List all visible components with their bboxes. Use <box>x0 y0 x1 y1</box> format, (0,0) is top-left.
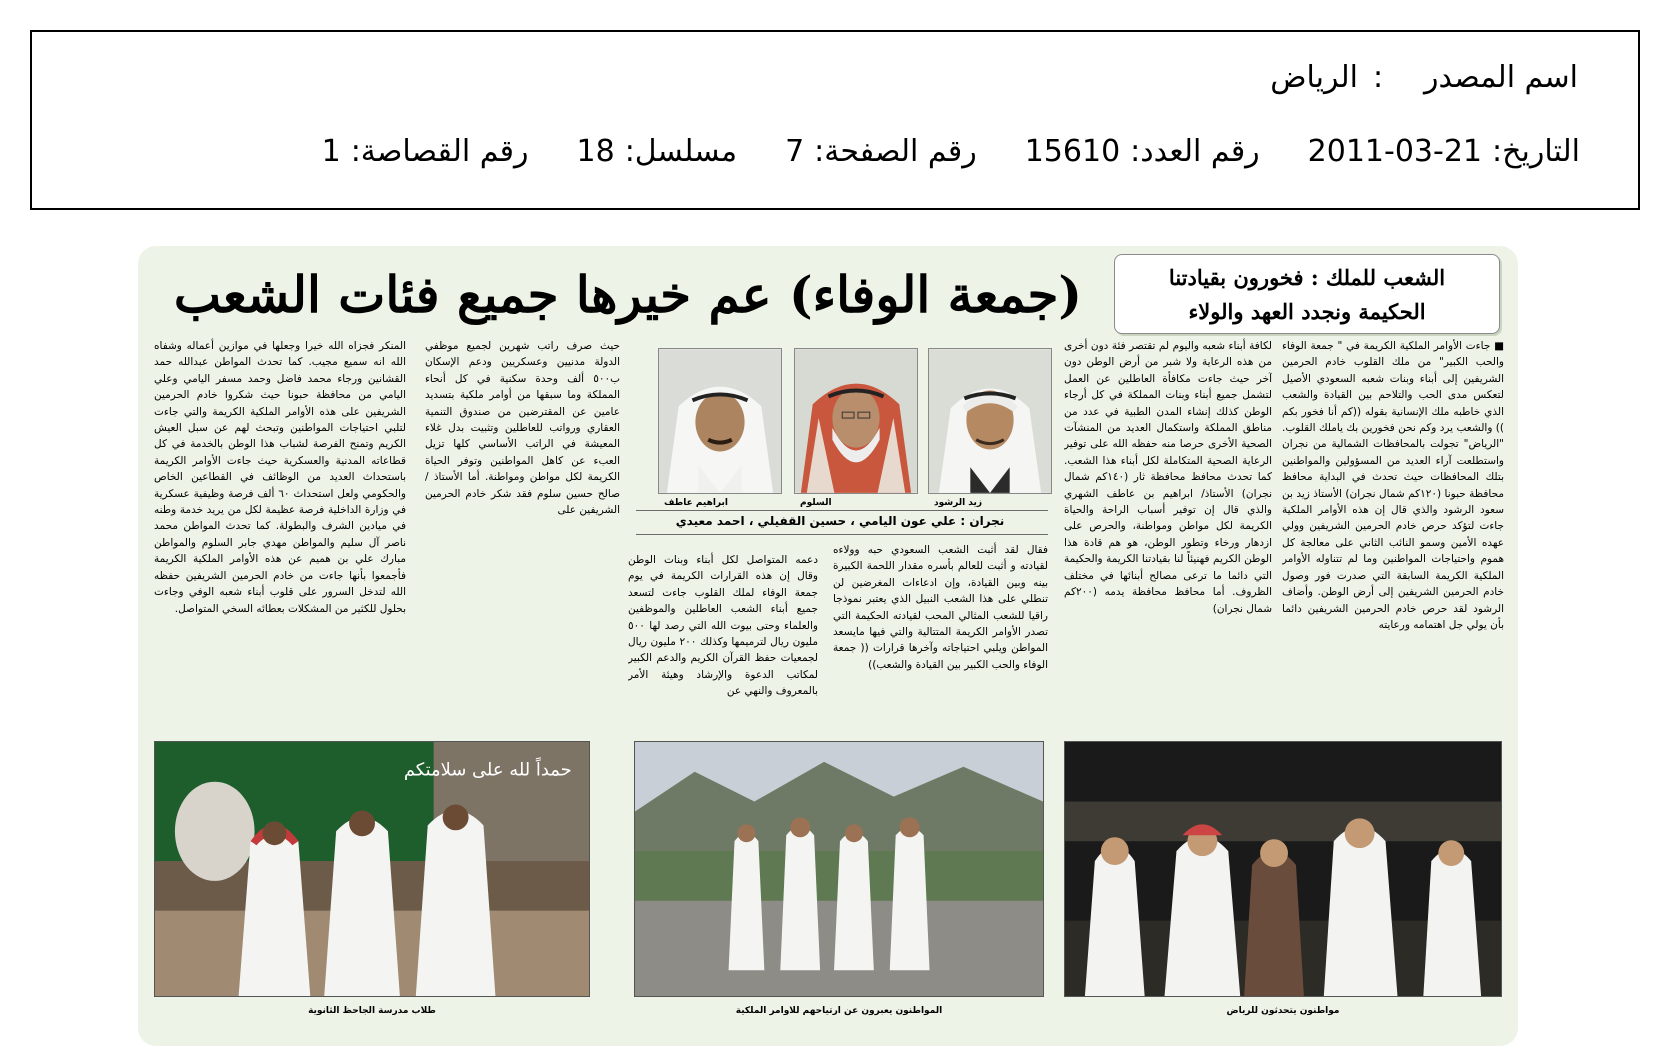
column-text: ■ جاءت الأوامر الملكية الكريمة في " جمعة الوفاء والحب الكبير" من ملك القلوب خادم الحرمين الشريفين إلى أبناء وبنات شعبه السعودي الأصيل لتعكس مدى الحب والتلاحم بين القيادة والشعب الذي خاطبه ملك الإنسانية بقوله ((كم أنا فخور بكم )) والشعب يرد وكم نحن فخورين بك ياملك القلوب. "الرياض" تجولت بالمحافظات الشمالية من نجران واستطلعت آراء العديد من المسؤولين والمواطنين بتلك المحافظات حيث تحدث في البداية محافظ محافظة حبونا (١٢٠كم شمال نجران) الأستاذ زيد بن سعود الرشود والذي قال إن هذه الأوامر الملكية جاءت لتؤكد حرص خادم الحرمين الشريفين وولي عهده الأمين وسمو النائب الثاني على معالجة كل هموم واحتياجات المواطنين وما لم تتناوله الأوامر الملكية الكريمة السابقة التي صدرت فور وصول خادم الحرمين الشريفين إلى أرض الوطن. وأضاف الرشود لقد حرص خادم الحرمين الشريفين دائما بأن يولي جل اهتمامه ورعايته <box>1282 340 1504 631</box>
date-value: 2011-03-21 <box>1307 134 1483 169</box>
column-text: دعمه المتواصل لكل أبناء وبنات الوطن وقال إن هذه القرارات الكريمة في يوم جمعة الوفاء لملك القلوب جاءت لتسعد جميع أبناء الشعب العاطلين والموظفين والعلماء وحتى بيوت الله التي رصد لها ٥٠٠ مليون ريال لترميمها وكذلك ٢٠٠ مليون ريال لجمعيات حفظ القرآن الكريم والدعم الكبير لمكاتب الدعوة والإرشاد وهيئة الأمر بالمعروف والنهي عن <box>628 554 818 698</box>
photo-school-students <box>154 741 590 997</box>
portrait-caption-3: ابراهيم عاطف <box>664 498 728 508</box>
issue-info-line <box>322 134 1580 169</box>
photo-citizens-talking <box>1064 741 1502 997</box>
headline: (جمعة الوفاء) عم خيرها جميع فئات الشعب <box>173 265 1083 324</box>
clip-number-value: 1 <box>321 134 341 169</box>
source-line <box>1270 60 1578 95</box>
byline: نجران : علي عون اليامي ، حسين القفيلي ، احمد معيدي <box>675 514 1005 528</box>
article-column-6 <box>154 338 406 716</box>
newspaper-clipping <box>138 246 1518 1046</box>
column-text: لكافة أبناء شعبه واليوم لم تقتصر فئة دون أخرى من هذه الرعاية ولا شبر من أرض الوطن دون آخر حيث جاءت مكافأة العاطلين عن العمل لتشمل جميع أبناء وبنات المملكة في كل أرجاء الوطن كذلك إنشاء المدن الطبية في عدد من مناطق المملكة واستكمال العديد من المنشآت الصحية الأخرى حرصا منه حفظه الله على توفير الرعاية الصحية المتكاملة لكل أبناء هذا الشعب. كما تحدث محافظ محافظة ثار (١٤٠كم شمال نجران) الأستاذ/ ابراهيم بن عاطف الشهري والذي قال إن توفير أسباب الراحة والحياة الكريمة لكل مواطن ومواطنة، والحرص على ازدهار ورخاء وتطور الوطن، هو هم قادة هذا الوطن الكريم فهنيئاً لنا بقيادتنا الكريمة والحكيمة التي دائما ما ترعى مصالح أبنائها في مختلف الظروف. أما محافظ محافظة يدمه (٢٠٠كم شمال نجران) <box>1064 340 1272 615</box>
portrait-caption-1: زيد الرشود <box>934 498 983 508</box>
portrait-caption-2: السلوم <box>800 498 832 508</box>
byline-rule-top <box>636 510 1048 511</box>
portrait-photo-3 <box>658 348 782 494</box>
photo-caption-3: طلاب مدرسة الجاحظ الثانوية <box>308 1006 436 1016</box>
date-field <box>1308 134 1580 169</box>
students-banner-image <box>155 742 589 996</box>
clip-number-label: رقم القصاصة: <box>350 134 529 169</box>
kicker-line-2: الحكيمة ونجدد العهد والولاء <box>1188 299 1426 324</box>
article-column-1 <box>1282 338 1504 716</box>
source-label: اسم المصدر <box>1423 60 1578 95</box>
portrait-man-image <box>659 349 781 493</box>
kicker-box <box>1114 254 1500 334</box>
clip-number-field <box>322 134 529 169</box>
portrait-photo-1 <box>928 348 1052 494</box>
park-group-image <box>635 742 1043 996</box>
night-gathering-image <box>1065 742 1501 996</box>
article-column-2 <box>1064 338 1272 678</box>
serial-label: مسلسل: <box>624 134 738 169</box>
banner-text: حمداً لله على سلامتكم <box>403 759 572 781</box>
column-text: المنكر فجزاه الله خيرا وجعلها في موازين أعماله وشفاه الله انه سميع مجيب. كما تحدث المواطن عبدالله حمد القشانين ورجاء محمد فاضل وحمد مسفر اليامي وعلي اليامي من محافظة حبونا حيث شكروا خادم الحرمين الشريفين على هذه الأوامر الملكية الكريمة والتي جاءت لتلبي احتياجات المواطنين وتبحث لهم عن سبل العيش الكريم وتمنح الفرصة لشباب هذا الوطن بالخدمة في كل قطاعاته المدنية والعسكرية حيث جاءت الأوامر الكريمة باستحداث العديد من الوظائف في القطاعين الخاص والحكومي ولعل استحداث ٦٠ ألف فرصة وظيفية عسكرية في وزارة الداخلية فرصة عظيمة لكل من يريد خدمة وطنه في ميادين الشرف والبطولة. كما تحدث المواطن محمد ناصر آل سليم والمواطن مهدي جابر السلوم والمواطن مبارك علي بن هميم عن هذه الأوامر الملكية الكريمة فأجمعوا بأنها جاءت من خادم الحرمين الشريفين حفظه الله لتدخل السرور على قلوب أبناء شعبه الوفي وجاءت بحلول للكثير من المشكلات بعطائه السخي المتواصل. <box>154 340 406 615</box>
page-number-value: 7 <box>785 134 805 169</box>
photo-citizens-park <box>634 741 1044 997</box>
portrait-elder-image <box>795 349 917 493</box>
issue-number-value: 15610 <box>1024 134 1121 169</box>
byline-rule-bottom <box>636 534 1048 535</box>
article-column-4 <box>628 552 818 708</box>
photo-caption-1: مواطنون يتحدثون للرياض <box>1226 1006 1340 1016</box>
photo-caption-2: المواطنون يعبرون عن ارتياحهم للاوامر الملكية <box>735 1006 943 1016</box>
portrait-photo-2 <box>794 348 918 494</box>
serial-value: 18 <box>576 134 615 169</box>
issue-number-label: رقم العدد: <box>1130 134 1260 169</box>
kicker-line-1: الشعب للملك : فخورون بقيادتنا <box>1168 265 1446 290</box>
source-value: الرياض <box>1270 60 1358 95</box>
portrait-man-image <box>929 349 1051 493</box>
page-number-field <box>785 134 977 169</box>
article-column-5 <box>425 338 620 708</box>
column-text: حيث صرف راتب شهرين لجميع موظفي الدولة مدنيين وعسكريين ودعم الإسكان ب٥٠٠ ألف وحدة سكنية في كل أنحاء المملكة وما سبقها من أوامر ملكية بتسديد عامين عن المقترضين من صندوق التنمية العقاري ورواتب للعاطلين وتثبيت بدل غلاء المعيشة في الراتب الأساسي كلها تزيل العبء عن كاهل المواطنين وتوفر الحياة الكريمة لكل مواطن ومواطنة. أما الأستاذ / صالح حسين سلوم فقد شكر خادم الحرمين الشريفين على <box>425 340 620 517</box>
date-label: التاريخ: <box>1492 134 1580 169</box>
source-metadata-box <box>30 30 1640 210</box>
source-separator: : <box>1372 60 1384 95</box>
article-column-3 <box>833 542 1048 708</box>
serial-field <box>577 134 738 169</box>
issue-number-field <box>1025 134 1260 169</box>
column-text: فقال لقد أثبت الشعب السعودي حبه وولاءه لقيادته و أثبت للعالم بأسره مقدار اللحمة الكبيرة بينه وبين القيادة، وإن ادعاءات المغرضين لن تنطلي على هذا الشعب النبيل الذي يعتبر نموذجا راقيا للشعب المثالي المحب لقيادته الحكيمة التي تصدر الأوامر الكريمة المتتالية والتي فيها مايسعد المواطن ويلبي احتياجاته وآخرها قرارات (( جمعة الوفاء والحب الكبير بين القيادة والشعب)) <box>833 544 1048 671</box>
page-number-label: رقم الصفحة: <box>814 134 977 169</box>
